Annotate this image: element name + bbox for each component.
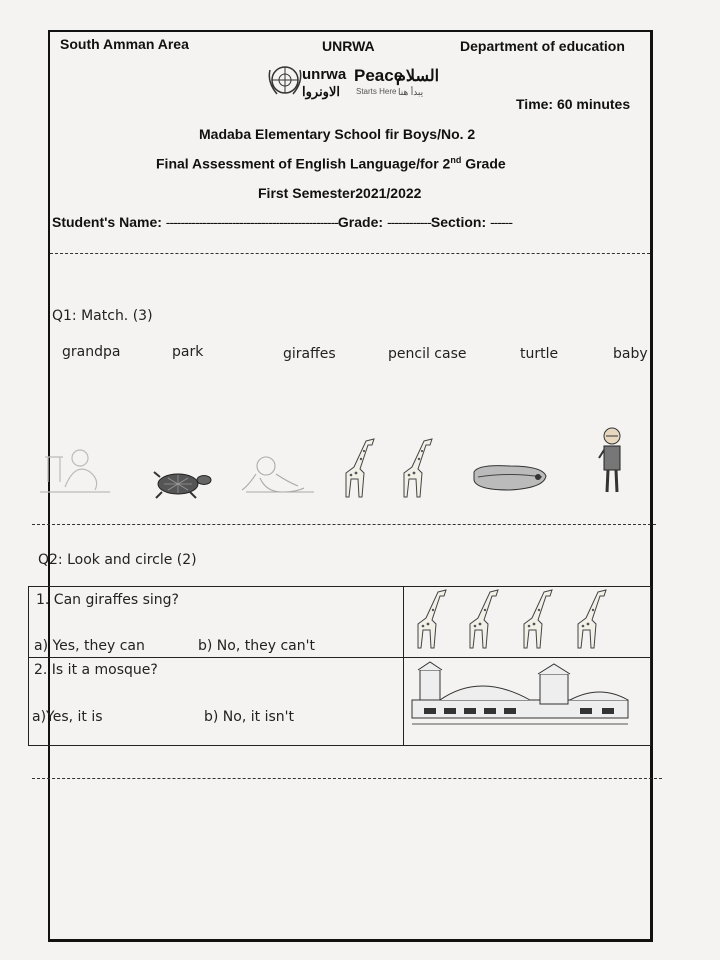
table-row-divider [29, 657, 650, 658]
area-label: South Amman Area [60, 36, 189, 52]
student-name-blank[interactable]: ----------------------------------------------- [165, 214, 338, 230]
giraffe-picture-icon [342, 437, 378, 499]
unrwa-arabic-text: الاونروا [302, 84, 340, 99]
word-turtle: turtle [520, 346, 559, 362]
pencil-case-picture-icon [470, 462, 550, 494]
q2-title: Q2: Look and circle (2) [38, 552, 197, 568]
semester-label: First Semester2021/2022 [258, 185, 422, 201]
q2-1-option-a[interactable]: a) Yes, they can [34, 638, 145, 654]
peace-text: Peace [354, 66, 404, 85]
word-pencil-case: pencil case [388, 346, 467, 362]
word-giraffes: giraffes [283, 346, 336, 362]
giraffe-picture-icon [574, 588, 610, 650]
q1-title: Q1: Match. (3) [52, 308, 153, 324]
giraffe-picture-icon [400, 437, 436, 499]
header-divider [50, 253, 650, 254]
turtle-picture-icon [148, 468, 212, 500]
giraffe-picture-icon [520, 588, 556, 650]
park-picture-icon [40, 442, 110, 497]
building-picture-icon [410, 660, 632, 732]
section-label: Section: [430, 214, 487, 230]
giraffe-picture-icon [466, 588, 502, 650]
assessment-title: Final Assessment of English Language/for 2nd Grade [156, 155, 506, 172]
q2-question-2: 2. Is it a mosque? [34, 662, 158, 678]
grandpa-picture-icon [597, 424, 627, 496]
starts-here-arabic-text: يبدأ هنا [398, 87, 424, 97]
q2-1-option-b[interactable]: b) No, they can't [198, 638, 315, 654]
department-label: Department of education [460, 38, 625, 54]
unrwa-text: unrwa [302, 66, 347, 83]
grade-blank[interactable]: ------------ [386, 214, 431, 230]
school-name: Madaba Elementary School fir Boys/No. 2 [199, 126, 476, 142]
q1-divider [32, 524, 656, 525]
baby-picture-icon [238, 452, 318, 498]
peace-arabic-text: السلام [396, 68, 440, 85]
giraffe-picture-icon [414, 588, 450, 650]
table-column-divider [403, 587, 404, 745]
student-info-line [52, 214, 512, 230]
time-label: Time: 60 minutes [516, 96, 631, 112]
q2-2-option-b[interactable]: b) No, it isn't [204, 709, 294, 725]
starts-here-text: Starts Here [356, 87, 397, 96]
word-grandpa: grandpa [62, 344, 121, 360]
grade-label: Grade: [337, 214, 384, 230]
section-blank[interactable]: ------ [490, 214, 512, 230]
q2-2-option-a[interactable]: a)Yes, it is [32, 709, 103, 725]
student-name-label: Student's Name: [52, 214, 162, 230]
word-park: park [172, 344, 204, 360]
q2-question-1: 1. Can giraffes sing? [36, 592, 179, 608]
word-baby: baby [613, 346, 648, 362]
org-label: UNRWA [322, 38, 375, 54]
q2-divider [32, 778, 662, 779]
